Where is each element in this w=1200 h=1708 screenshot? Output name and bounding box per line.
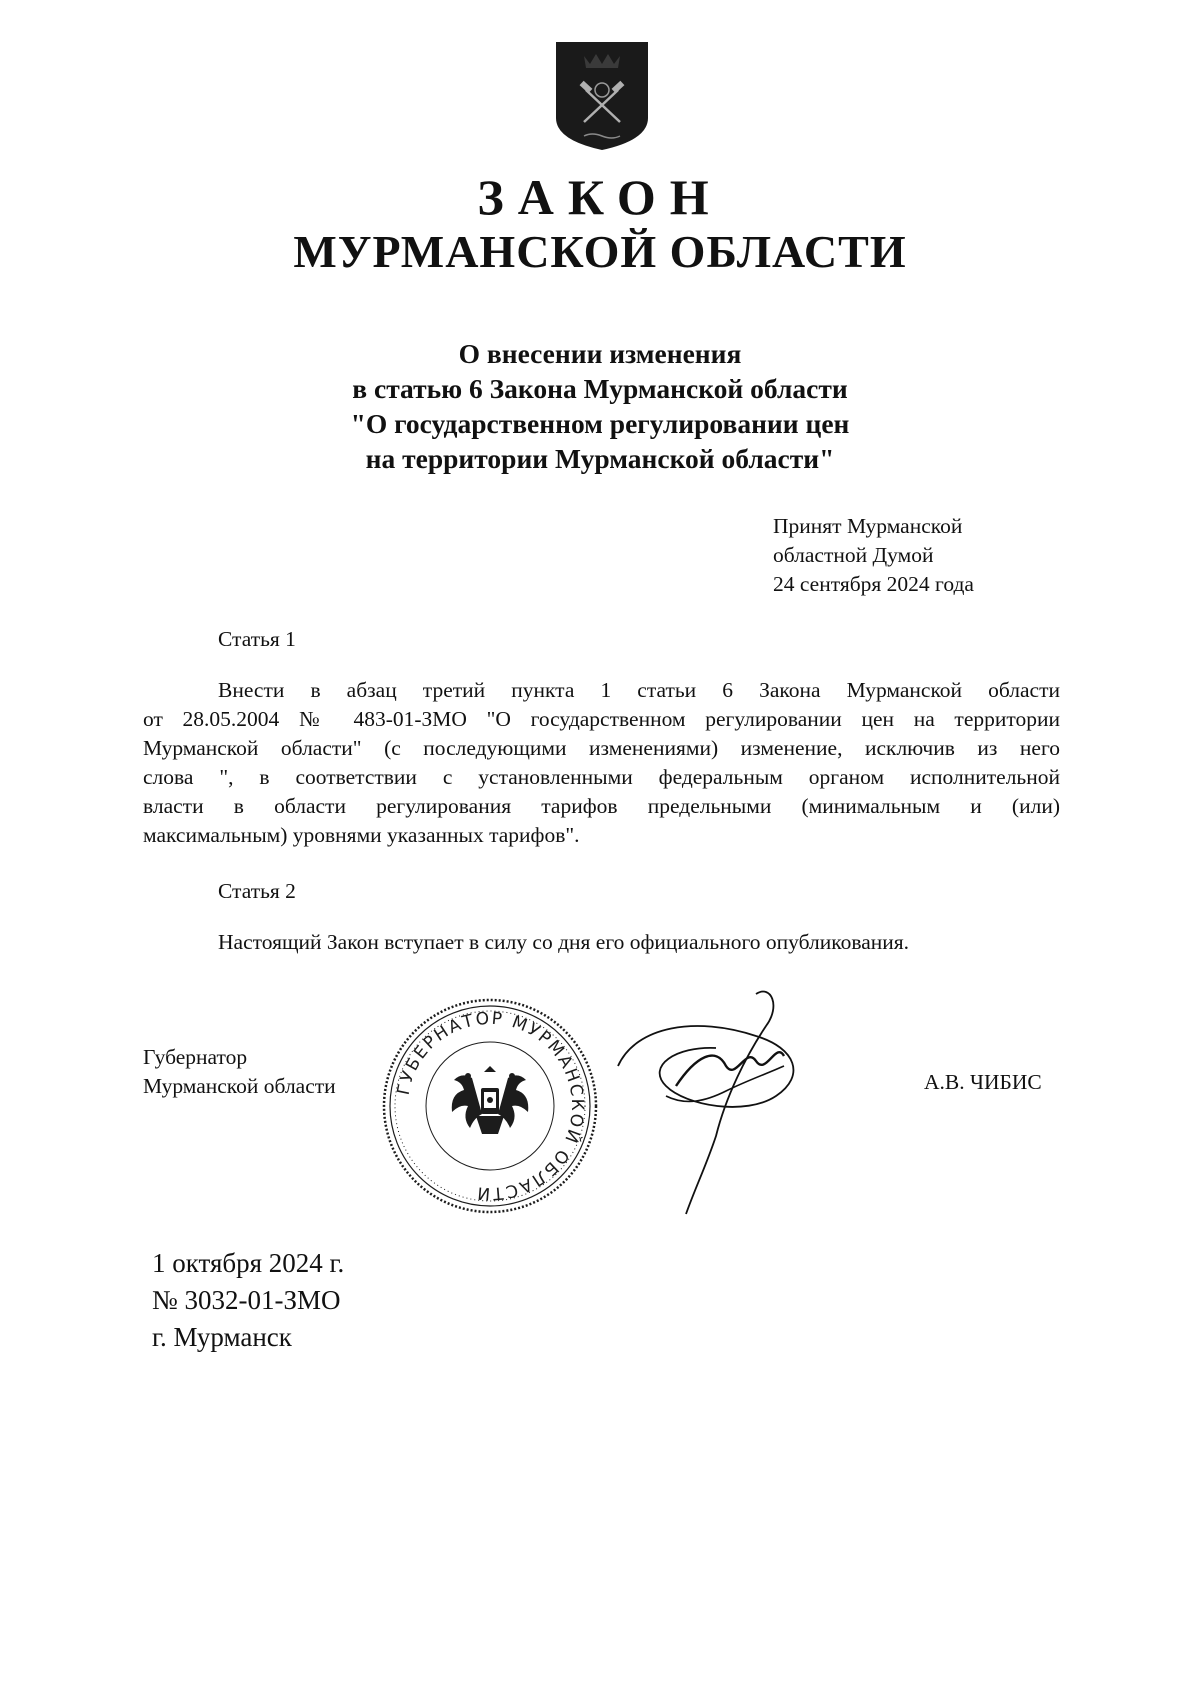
adoption-line: областной Думой [773, 543, 934, 567]
article-1-heading: Статья 1 [218, 627, 296, 651]
law-footer [152, 1245, 344, 1356]
law-number: № 3032-01-ЗМО [152, 1285, 341, 1315]
seal-text: ГУБЕРНАТОР МУРМАНСКОЙ ОБЛАСТИ [393, 1008, 588, 1204]
governor-title [143, 1043, 336, 1101]
adoption-line: Принят Мурманской [773, 514, 963, 538]
paragraph-line: власти в области регулирования тарифов предельными (минимальным и (или) [143, 794, 1060, 818]
subtitle-line: на территории Мурманской области" [365, 443, 835, 474]
law-subtitle [0, 336, 1200, 476]
region-title: МУРМАНСКОЙ ОБЛАСТИ [293, 226, 907, 277]
paragraph-line: Мурманской области" (с последующими изменениями) изменение, исключив из него [143, 736, 1060, 760]
signature [606, 986, 846, 1216]
paragraph-line: от 28.05.2004 № 483-01-ЗМО "О государственном регулировании цен на территории [143, 707, 1060, 731]
paragraph-line: слова ", в соответствии с установленными федеральным органом исполнительной [143, 765, 1060, 789]
article-2-heading: Статья 2 [218, 879, 296, 903]
adoption-note [773, 512, 974, 599]
subtitle-line: О внесении изменения [458, 338, 742, 369]
governor-title-line: Губернатор [143, 1045, 248, 1069]
subtitle-line: в статью 6 Закона Мурманской области [352, 373, 848, 404]
adoption-date: 24 сентября 2024 года [773, 572, 974, 596]
paragraph-line: максимальным) уровнями указанных тарифов". [143, 823, 580, 847]
signing-city: г. Мурманск [152, 1322, 292, 1352]
article-2-text: Настоящий Закон вступает в силу со дня его официального опубликования. [218, 930, 910, 954]
subtitle-line: "О государственном регулировании цен [350, 408, 850, 439]
coat-of-arms-icon [554, 40, 650, 152]
governor-title-line: Мурманской области [143, 1074, 336, 1098]
article-1-text [143, 676, 1060, 850]
law-title: ЗАКОН [477, 169, 723, 225]
paragraph-line: Внести в абзац третий пункта 1 статьи 6 Закона Мурманской области [218, 678, 1060, 702]
official-seal [380, 996, 600, 1216]
governor-name: А.В. ЧИБИС [924, 1070, 1042, 1094]
signing-date: 1 октября 2024 г. [152, 1248, 345, 1278]
